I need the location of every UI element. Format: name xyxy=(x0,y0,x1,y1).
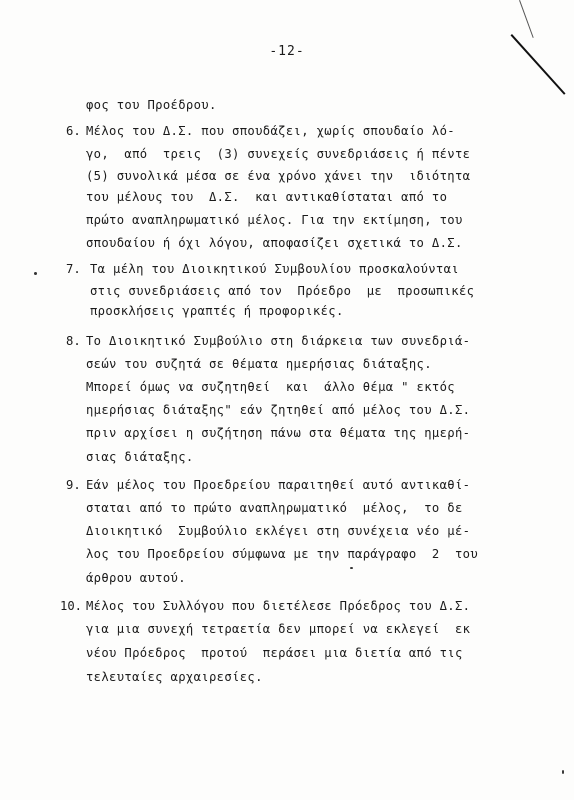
paragraph-line: Τα μέλη του Διοικητικού Συμβουλίου προσκαλούνται xyxy=(90,262,459,276)
paragraph-line: Εάν μέλος του Προεδρείου παραιτηθεί αυτό αντικαθί- xyxy=(86,478,471,492)
paragraph-line: γο, από τρεις (3) συνεχείς συνεδριάσεις ή πέντε xyxy=(86,147,471,161)
paragraph-line: του μέλους του Δ.Σ. και αντικαθίσταται από το xyxy=(86,190,448,204)
item-number: 10. xyxy=(60,599,83,613)
paragraph-line: σεών του συζητά σε θέματα ημερήσιας διάταξης. xyxy=(86,357,432,371)
paragraph-line: (5) συνολικά μέσα σε ένα χρόνο χάνει την ιδιότητα xyxy=(86,169,471,183)
paragraph-line: για μια συνεχή τετραετία δεν μπορεί να εκλεγεί εκ xyxy=(86,622,471,636)
item-number: 8. xyxy=(66,334,81,348)
paragraph-line: ημερήσιας διάταξης" εάν ζητηθεί από μέλος του Δ.Σ. xyxy=(86,403,471,417)
paragraph-line: τελευταίες αρχαιρεσίες. xyxy=(86,670,263,684)
page-number: -12- xyxy=(269,44,305,59)
paragraph-line: νέου Πρόεδρος προτού περάσει μια διετία από τις xyxy=(86,646,463,660)
paragraph-line: Μπορεί όμως να συζητηθεί και άλλο θέμα " εκτός xyxy=(86,380,455,394)
paragraph-line: σιας διάταξης. xyxy=(86,450,194,464)
paragraph-line: στις συνεδριάσεις από τον Πρόεδρο με προσωπικές xyxy=(90,284,475,298)
item-number: 9. xyxy=(66,478,81,492)
paragraph-line: σταται από το πρώτο αναπληρωματικό μέλος, το δε xyxy=(86,501,463,515)
paragraph-line: Διοικητικό Συμβούλιο εκλέγει στη συνέχεια νέο μέ- xyxy=(86,524,471,538)
scan-speck xyxy=(562,770,564,774)
scan-edge-mark xyxy=(519,0,534,38)
paragraph-line: άρθρου αυτού. xyxy=(86,571,186,585)
item-number: 6. xyxy=(66,124,81,138)
paragraph-line: Το Διοικητικό Συμβούλιο στη διάρκεια των συνεδριά- xyxy=(86,334,471,348)
paragraph-line: Μέλος του Συλλόγου που διετέλεσε Πρόεδρος του Δ.Σ. xyxy=(86,599,471,613)
paragraph-line: πρώτο αναπληρωματικό μέλος. Για την εκτίμηση, του xyxy=(86,213,463,227)
scan-speck xyxy=(34,272,37,275)
scan-speck xyxy=(350,567,353,569)
paragraph-line: Μέλος του Δ.Σ. που σπουδάζει, χωρίς σπουδαίο λό- xyxy=(86,124,455,138)
paragraph-line: φος του Προέδρου. xyxy=(86,98,217,112)
paragraph-line: πριν αρχίσει η συζήτηση πάνω στα θέματα της ημερή- xyxy=(86,426,471,440)
paragraph-line: προσκλήσεις γραπτές ή προφορικές. xyxy=(90,304,344,318)
item-number: 7. xyxy=(66,262,81,276)
paragraph-line: λος του Προεδρείου σύμφωνα με την παράγραφο 2 του xyxy=(86,547,479,561)
paragraph-line: σπουδαίου ή όχι λόγου, αποφασίζει σχετικά το Δ.Σ. xyxy=(86,236,463,250)
